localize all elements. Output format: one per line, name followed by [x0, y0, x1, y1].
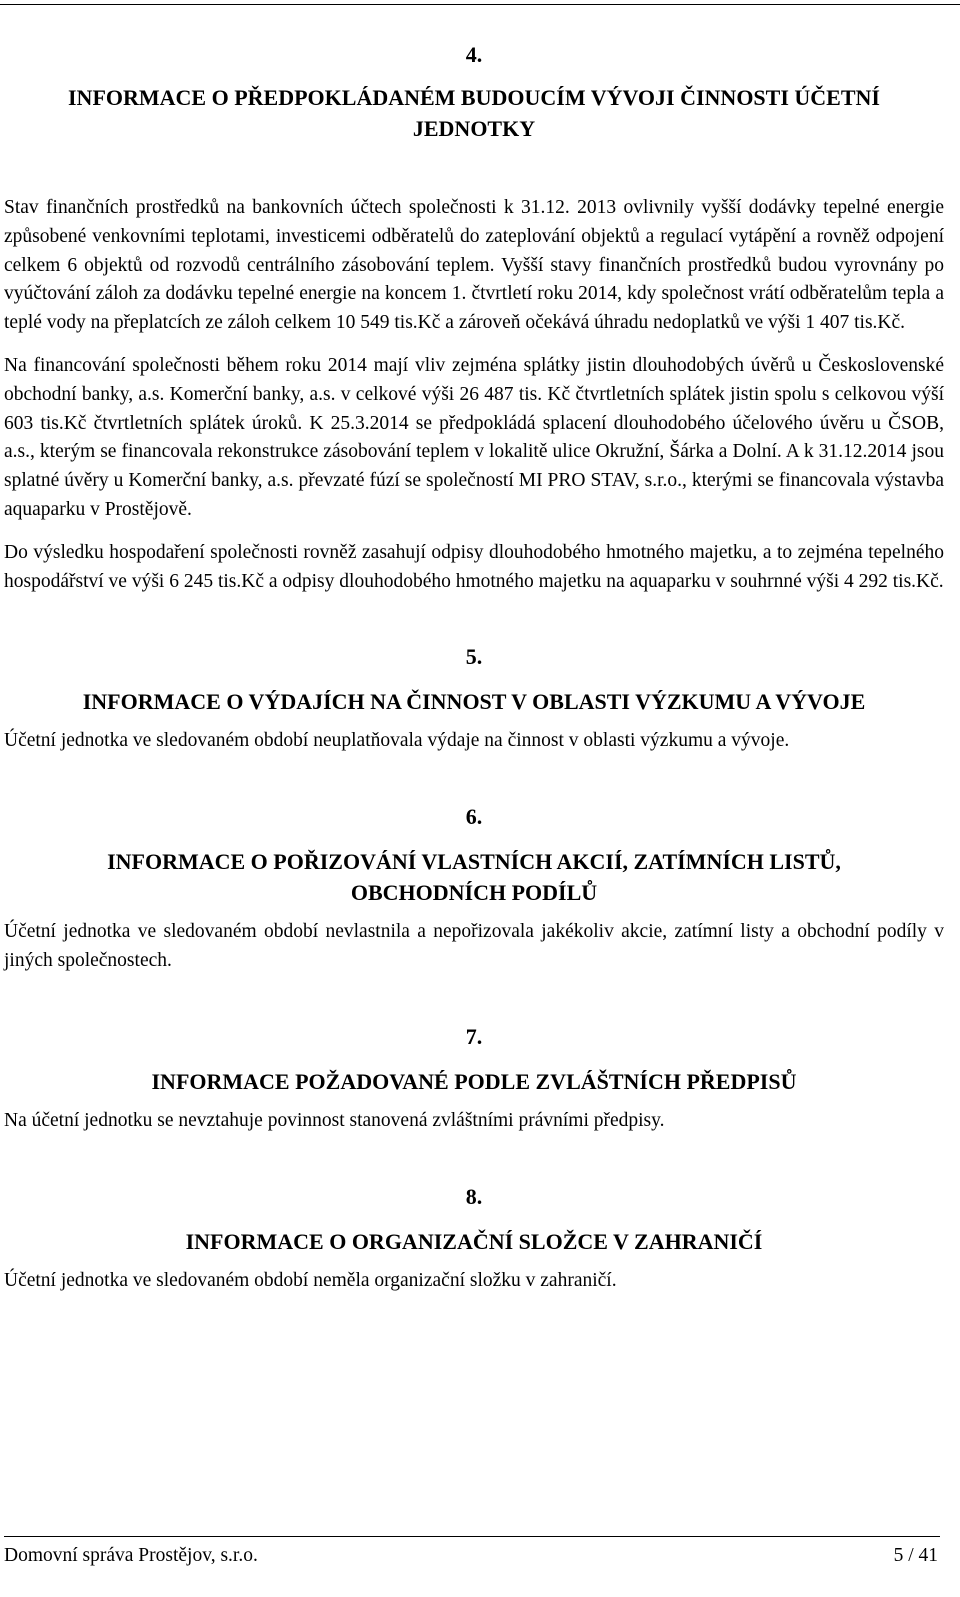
section-5-number: 5. — [465, 644, 483, 670]
section-8-paragraph-1: Účetní jednotka ve sledovaném období neměla organizační složku v zahraničí. — [4, 1269, 617, 1291]
footer-page-number: 5 / 41 — [893, 1545, 938, 1566]
section-4-paragraph-3: Do výsledku hospodaření společnosti rovněž zasahují odpisy dlouhodobého hmotného majetku, a to zejména tepelného hospodářství ve výši 6 245 tis.Kč a odpisy dlouhodobého hmotného majetku na aquaparku v souhrnné výši 4 292 tis.Kč. — [4, 541, 944, 592]
section-4-number: 4. — [465, 42, 483, 67]
section-7-paragraph-1: Na účetní jednotku se nevztahuje povinnost stanovená zvláštními právními předpisy. — [4, 1109, 665, 1131]
section-6-title — [4, 846, 944, 908]
section-6-title-line-2: OBCHODNÍCH PODÍLŮ — [350, 880, 598, 906]
section-7-title-line-1: INFORMACE POŽADOVANÉ PODLE ZVLÁŠTNÍCH PŘEDPISŮ — [151, 1068, 797, 1094]
section-8-number: 8. — [465, 1183, 483, 1209]
section-5-paragraph-1: Účetní jednotka ve sledovaném období neuplatňovala výdaje na činnost v oblasti výzkumu a vývoje. — [4, 730, 790, 752]
section-7-number: 7. — [465, 1023, 483, 1049]
section-4-title-line-2: JEDNOTKY — [412, 116, 536, 141]
section-5-title — [4, 686, 944, 717]
section-7-title — [4, 1066, 944, 1097]
section-8-title-line-1: INFORMACE O ORGANIZAČNÍ SLOŽCE V ZAHRANIČÍ — [185, 1228, 763, 1254]
section-6-paragraph-1: Účetní jednotka ve sledovaném období nevlastnila a nepořizovala jakékoliv akcie, zatímní listy a obchodní podíly v jiných společnostech. — [4, 921, 944, 971]
footer-rule — [4, 1536, 940, 1537]
footer-company: Domovní správa Prostějov, s.r.o. — [4, 1545, 258, 1566]
section-6-number: 6. — [465, 804, 483, 830]
section-6-title-line-1: INFORMACE O POŘIZOVÁNÍ VLASTNÍCH AKCIÍ, ZATÍMNÍCH LISTŮ, — [107, 849, 841, 875]
page-footer — [4, 1542, 938, 1570]
section-4-title — [4, 82, 944, 144]
top-rule — [0, 4, 960, 5]
section-4-paragraph-2: Na financování společnosti během roku 2014 mají vliv zejména splátky jistin dlouhodobých úvěrů u Československé obchodní banky, a.s. Komerční banky, a.s. v celkové výši 26 487 tis. Kč čtvrtletních splátek jistin spolu s celkovou výší 603 tis.Kč čtvrtletních splátek úroků. K 25.3.2014 se předpokládá splacení dlouhodobého účelového úvěru u ČSOB, a.s., kterým se financovala rekonstrukce zásobování teplem v lokalitě ulice Okružní, Šárka a Dolní. A k 31.12.2014 jsou splatné úvěry u Komerční banky, a.s. převzaté fúzí se společností MI PRO STAV, s.r.o., kterými se financovala výstavba aquaparku v Prostějově. — [4, 354, 944, 520]
section-4-paragraph-1: Stav finančních prostředků na bankovních účtech společnosti k 31.12. 2013 ovlivnily vyšší dodávky tepelné energie způsobené venkovními teplotami, investicemi odběratelů do zateplování objektů a regulací vytápění a rovněž odpojení celkem 6 objektů od rozvodů centrálního zásobování teplem. Vyšší stavy finančních prostředků budou vyrovnány po vyúčtování záloh za dodávku tepelné energie na koncem 1. čtvrtletí roku 2014, kdy společnost vrátí odběratelům tepla a teplé vody na přeplatcích ze záloh celkem 10 549 tis.Kč a zároveň očekává úhradu nedoplatků ve výši 1 407 tis.Kč. — [4, 197, 944, 334]
section-5-title-line-1: INFORMACE O VÝDAJÍCH NA ČINNOST V OBLASTI VÝZKUMU A VÝVOJE — [82, 689, 866, 715]
section-4-title-line-1: INFORMACE O PŘEDPOKLÁDANÉM BUDOUCÍM VÝVOJI ČINNOSTI ÚČETNÍ — [68, 85, 880, 110]
section-8-title — [4, 1226, 944, 1257]
document-page — [4, 40, 944, 1295]
